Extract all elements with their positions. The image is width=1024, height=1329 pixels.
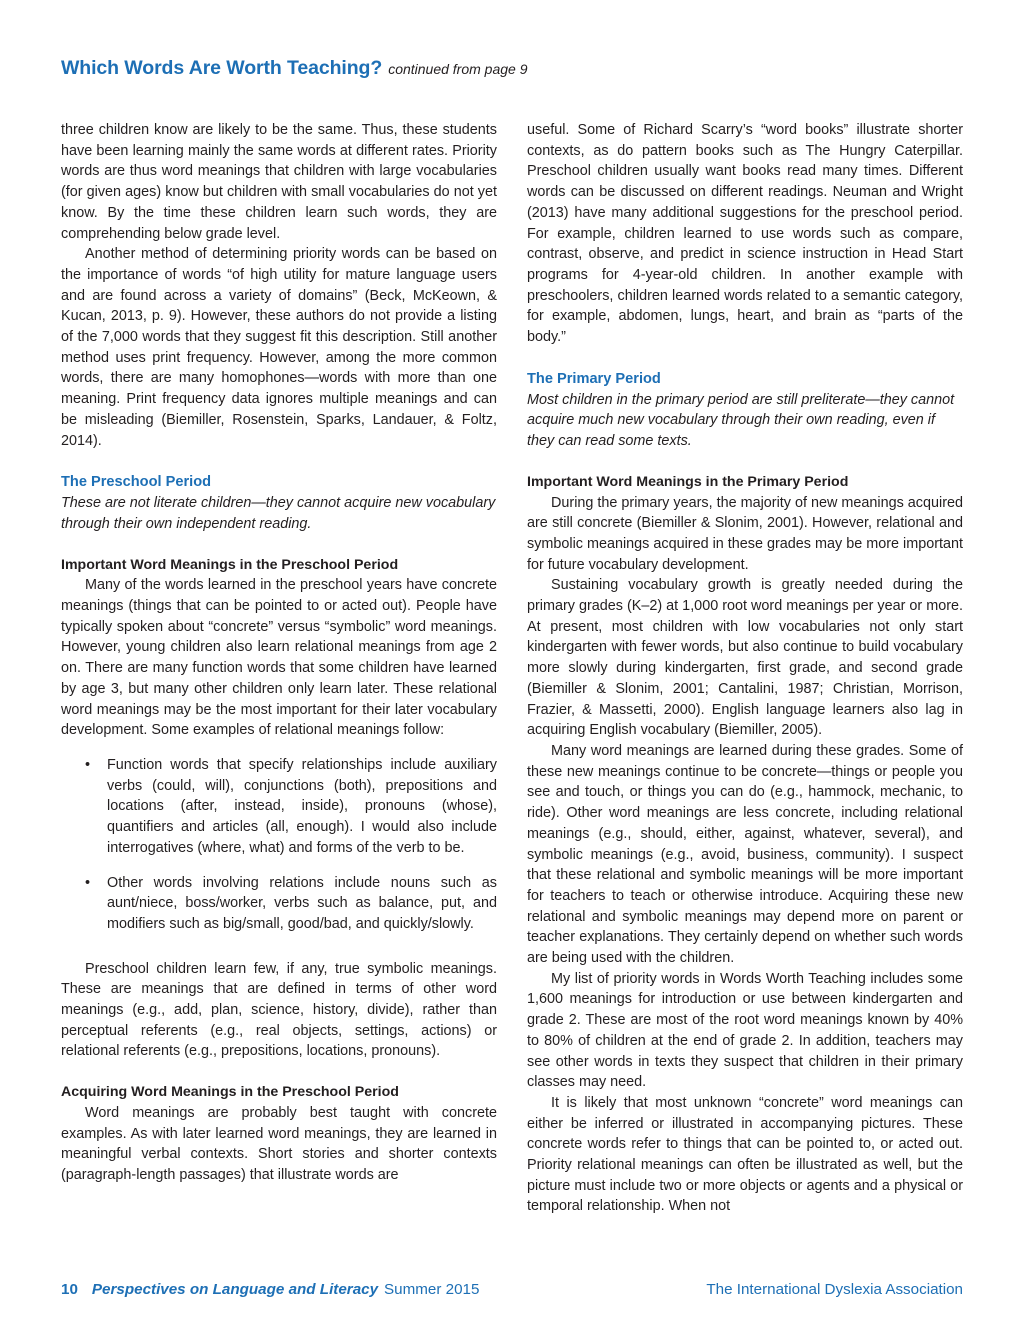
paragraph: Preschool children learn few, if any, true symbolic meanings. These are meanings that are defined in terms of other word meanings (e.g., add, plan, science, history, divide), rather than perceptual referents (e.g., real objects, settings, actions) or relational referents (e.g., prepositions, locations, pronouns). xyxy=(61,960,497,1060)
paragraph: Word meanings are probably best taught with concrete examples. As with later learned word meanings, they are learned in meaningful verbal contexts. Short stories and shorter contexts (paragraph-length passages) that illustrate words are xyxy=(61,1104,497,1183)
page-number: 10 xyxy=(61,1281,78,1298)
journal-title: Perspectives on Language and Literacy xyxy=(91,1281,379,1298)
page-footer xyxy=(61,1281,963,1303)
section-heading: The Preschool Period xyxy=(61,474,212,491)
bullet-icon: • xyxy=(85,874,91,891)
section-subtitle: These are not literate children—they cannot acquire new vocabulary through their own independent reading. xyxy=(61,495,496,532)
list-item: • Function words that specify relationships include auxiliary verbs (could, will), conjunctions (both), prepositions and locations (after, instead, inside), pronouns (whose), quantifiers and articles (all, enough). I would also include interrogatives (where, what) and forms of the verb to be. xyxy=(85,756,497,856)
article-title: Which Words Are Worth Teaching? xyxy=(61,57,383,79)
issue-date: Summer 2015 xyxy=(384,1281,480,1298)
paragraph: Another method of determining priority words can be based on the importance of words “of high utility for mature language users and are found across a variety of domains” (Beck, McKeown, & Kucan, 2013, p. 9). However, these authors do not provide a listing of the 7,000 words that they suggest fit this description. Still another method uses print frequency. However, among the more common words, there are many homophones—words with more than one meaning. Print frequency data ignores multiple meanings and can be misleading (Biemiller, Rosenstein, Sparks, Landauer, & Foltz, 2014). xyxy=(61,246,497,449)
bullet-icon: • xyxy=(85,756,91,773)
paragraph: During the primary years, the majority of new meanings acquired are still concrete (Biemiller & Slonim, 2001). However, relational and symbolic meanings acquired in these grades may be more important for future vocabulary development. xyxy=(527,494,963,573)
paragraph: Sustaining vocabulary growth is greatly needed during the primary grades (K–2) at 1,000 root word meanings per year or more. At present, most children with low vocabularies not only start kindergarten with fewer words, but also continue to build vocabulary more slowly during kindergarten, first grade, and second grade (Biemiller & Slonim, 2001; Cantalini, 1987; Christian, Morrison, Frazier, & Massetti, 2000). English language learners also lag in acquiring English vocabulary (Biemiller, 2005). xyxy=(527,577,963,739)
section-heading: The Primary Period xyxy=(527,370,661,387)
continued-note: continued from page 9 xyxy=(388,61,528,77)
section-subtitle: Most children in the primary period are still preliterate—they cannot acquire much new vocabulary through their own reading, even if they can read some texts. xyxy=(527,391,955,450)
organization-name: The International Dyslexia Association xyxy=(706,1281,963,1298)
list-item: • Other words involving relations include nouns such as aunt/niece, boss/worker, verbs such as balance, put, and modifiers such as big/small, good/bad, and quickly/slowly. xyxy=(85,874,497,932)
paragraph: Many of the words learned in the preschool years have concrete meanings (things that can be pointed to or acted out). People have typically spoken about “concrete” versus “symbolic” word meanings. However, young children also learn relational meanings from age 2 on. There are many function words that some children have learned by age 3, but many other children only learn later. These relational word meanings may be the most important for their later vocabulary development. Some examples of relational meanings follow: xyxy=(61,577,497,739)
paragraph: Many word meanings are learned during these grades. Some of these new meanings continue to be concrete—things or people you see and touch, or things you can do (e.g., hammock, mechanic, to ride). Other word meanings are less concrete, including relational meanings (e.g., should, either, against, whatever, several), and symbolic meanings (e.g., avoid, business, community). I suspect that these relational and symbolic meanings will be more important for teachers to teach or otherwise introduce. Acquiring these new relational and symbolic meanings may depend more on parent or teacher explanations. They certainly depend on whether such words are being used with the children. xyxy=(527,742,963,967)
paragraph: useful. Some of Richard Scarry’s “word books” illustrate shorter contexts, as do pattern books such as The Hungry Caterpillar. Preschool children usually want books read many times. Different words can be discussed on different readings. Neuman and Wright (2013) have many additional suggestions for the preschool period. For example, children learned to use words such as compare, contrast, observe, and predict in science instruction in Head Start programs for 4-year-old children. In another example with preschoolers, children learned words related to a semantic category, for example, abdomen, lungs, heart, and brain as “parts of the body.” xyxy=(527,122,963,346)
left-column xyxy=(61,120,497,1186)
subsection-heading: Acquiring Word Meanings in the Preschool Period xyxy=(61,1084,399,1101)
subsection-heading: Important Word Meanings in the Preschool Period xyxy=(61,556,399,573)
right-column xyxy=(527,120,963,1217)
paragraph: My list of priority words in Words Worth Teaching includes some 1,600 meanings for introduction or use between kindergarten and grade 2. These are most of the root word meanings known by 40% to 80% of children at the end of grade 2. In addition, teachers may see other words in texts they suspect that children in their primary classes may need. xyxy=(527,970,963,1091)
running-header xyxy=(61,57,961,80)
subsection-heading: Important Word Meanings in the Primary Period xyxy=(527,473,849,490)
bullet-list xyxy=(61,755,497,935)
paragraph: It is likely that most unknown “concrete” word meanings can either be inferred or illustrated in accompanying pictures. These concrete words refer to things that can be pointed to, or acted out. Priority relational meanings can often be illustrated as well, but the picture must include two or more objects or agents and a physical or temporal relationship. When not xyxy=(527,1094,963,1215)
paragraph: three children know are likely to be the same. Thus, these students have been learning mainly the same words at different rates. Priority words are thus word meanings that children with large vocabularies (for given ages) know but children with small vocabularies do not yet know. By the time these children learn such words, they are comprehending below grade level. xyxy=(61,122,497,242)
